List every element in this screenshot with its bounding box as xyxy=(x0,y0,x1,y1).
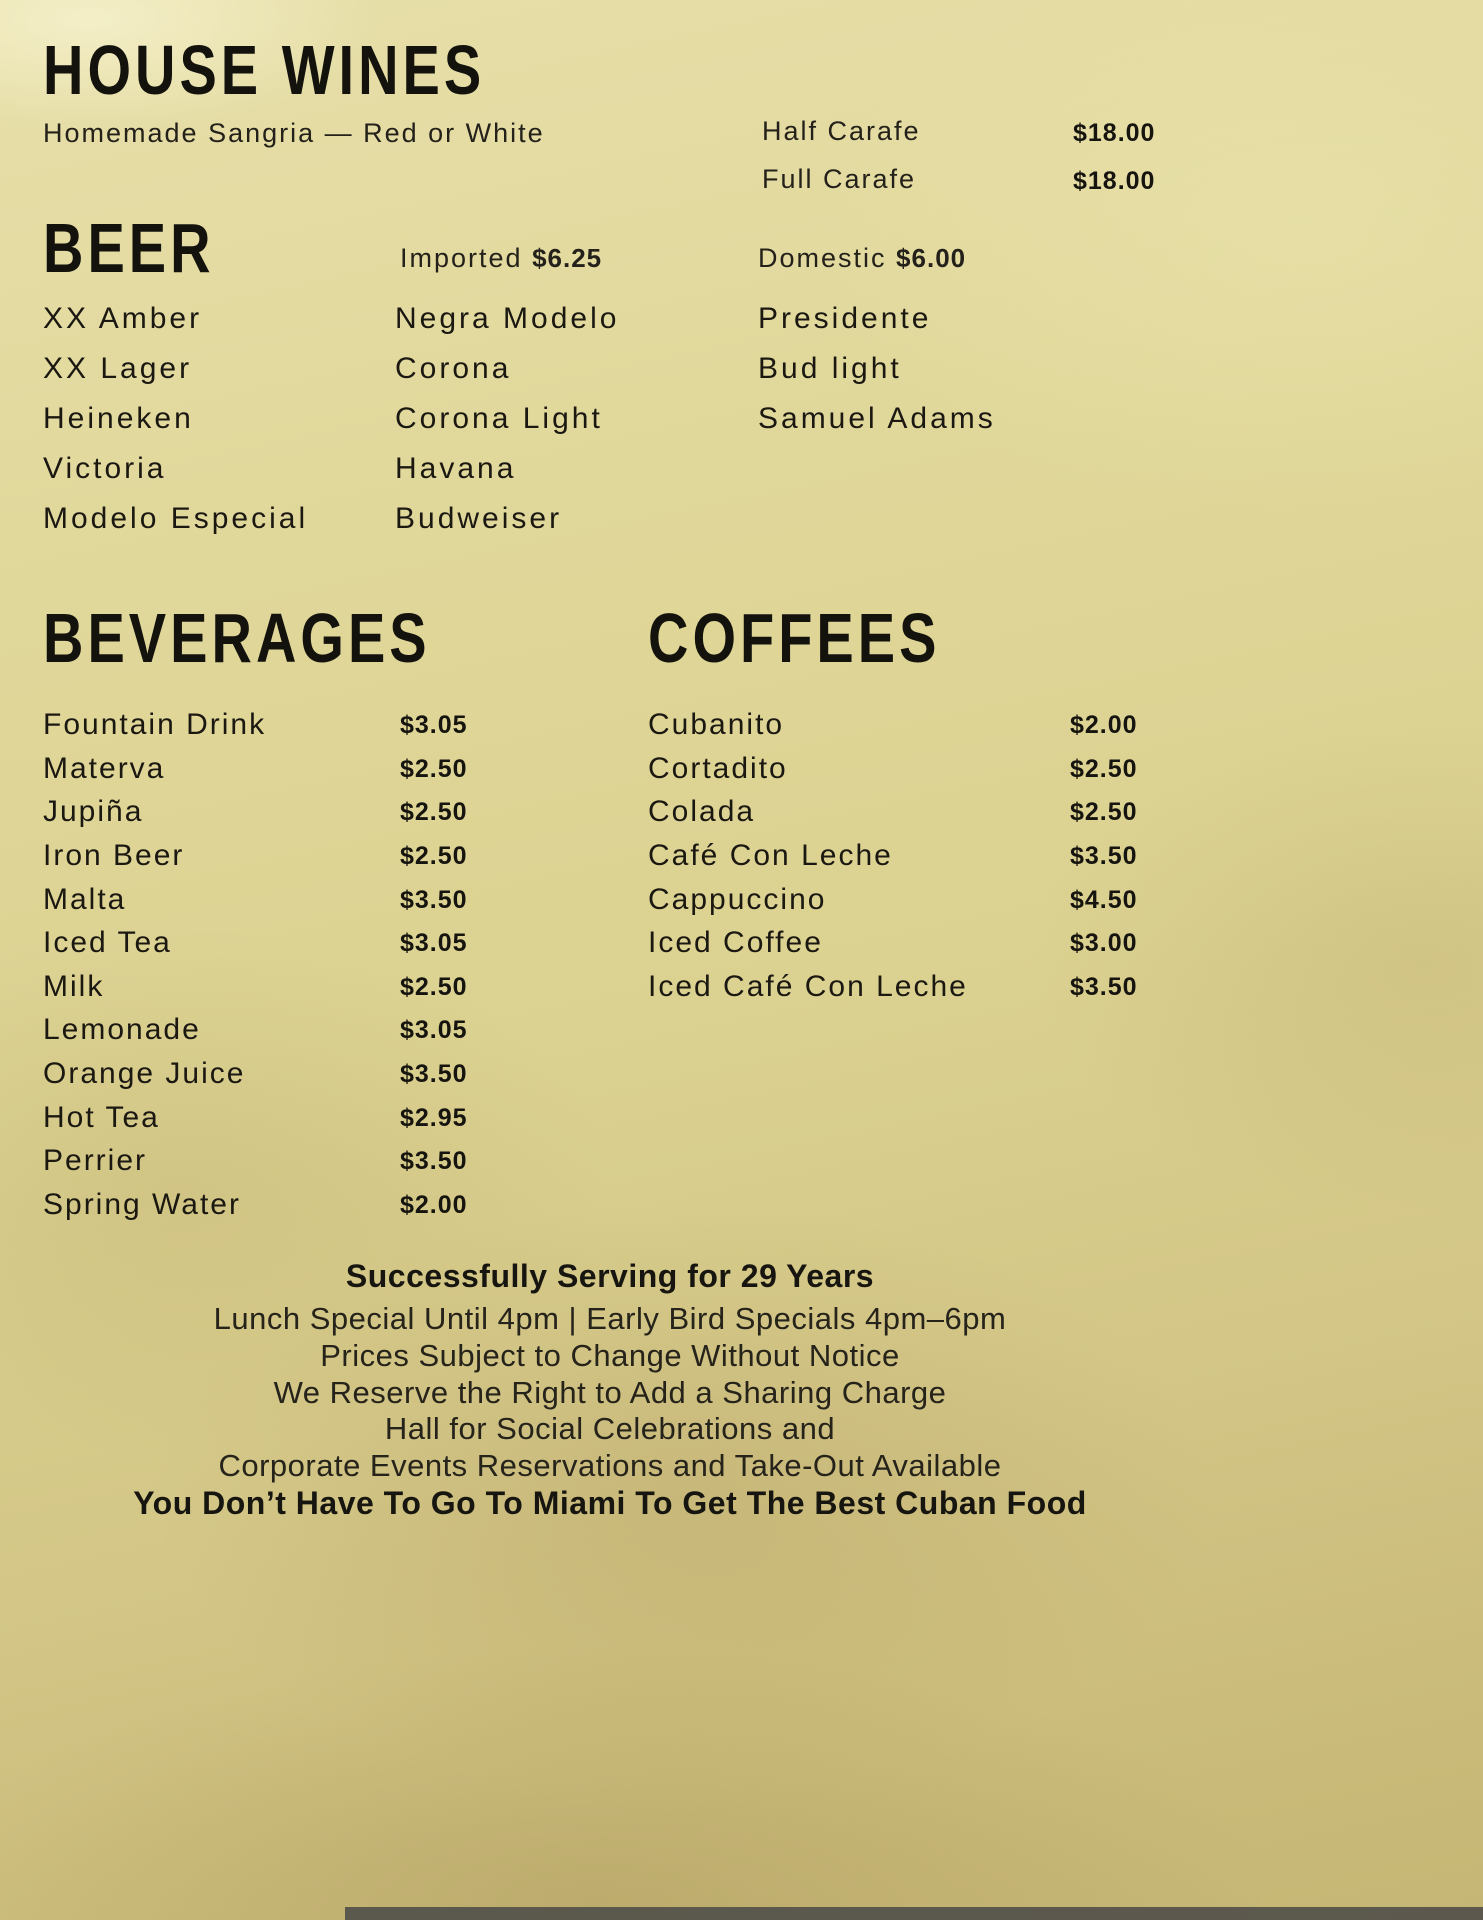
item-price: $3.05 xyxy=(400,929,468,957)
item-price: $3.05 xyxy=(400,1016,468,1044)
item-price: $3.00 xyxy=(1070,929,1138,957)
menu-item-row xyxy=(648,839,1158,879)
menu-item-row xyxy=(648,926,1158,966)
item-price: $2.00 xyxy=(1070,711,1138,739)
beer-item: Heineken xyxy=(43,402,194,435)
item-name: Materva xyxy=(43,752,166,785)
category-price: $6.25 xyxy=(532,243,603,273)
beverages-title: BEVERAGES xyxy=(43,599,431,677)
item-price: $2.95 xyxy=(400,1104,468,1132)
item-price: $2.50 xyxy=(1070,798,1138,826)
footer-notes xyxy=(0,1258,1220,1538)
beer-domestic-label xyxy=(758,243,966,274)
item-price: $2.50 xyxy=(1070,755,1138,783)
item-name: Iced Tea xyxy=(43,926,172,959)
beer-item: Victoria xyxy=(43,452,167,485)
menu-item-row xyxy=(648,752,1158,792)
beer-item: Havana xyxy=(395,452,517,485)
house-wines-subtitle: Homemade Sangria — Red or White xyxy=(43,118,545,148)
menu-item-row xyxy=(43,752,603,792)
item-price: $4.50 xyxy=(1070,886,1138,914)
item-name: Colada xyxy=(648,795,756,828)
beer-imported-label xyxy=(400,243,602,274)
item-price: $3.05 xyxy=(400,711,468,739)
item-price: $2.00 xyxy=(400,1191,468,1219)
beer-item: Negra Modelo xyxy=(395,302,620,335)
menu-item-row xyxy=(648,708,1158,748)
item-name: Perrier xyxy=(43,1144,148,1177)
item-price: $3.50 xyxy=(1070,842,1138,870)
beer-item: XX Lager xyxy=(43,352,193,385)
menu-item-row xyxy=(762,116,1182,156)
beer-item: Presidente xyxy=(758,302,932,335)
menu-item-row xyxy=(43,1013,603,1053)
menu-item-row xyxy=(648,795,1158,835)
item-price: $3.50 xyxy=(400,886,468,914)
item-name: Iron Beer xyxy=(43,839,185,872)
menu-item-row xyxy=(43,926,603,966)
menu-item-row xyxy=(43,1101,603,1141)
menu-item-row xyxy=(43,1057,603,1097)
item-price: $3.50 xyxy=(1070,973,1138,1001)
coffees-list xyxy=(648,708,1158,1028)
beer-item: Budweiser xyxy=(395,502,563,535)
beer-item: Corona xyxy=(395,352,512,385)
item-name: Cortadito xyxy=(648,752,788,785)
item-name: Hot Tea xyxy=(43,1101,160,1134)
beer-item: Corona Light xyxy=(395,402,603,435)
category-label: Domestic xyxy=(758,243,887,273)
item-name: Milk xyxy=(43,970,105,1003)
menu-item-row xyxy=(43,708,603,748)
item-name: Iced Café Con Leche xyxy=(648,970,968,1003)
beer-item: Samuel Adams xyxy=(758,402,996,435)
footer-line: Corporate Events Reservations and Take-Out Available xyxy=(218,1448,1002,1483)
item-price: $2.50 xyxy=(400,755,468,783)
item-name: Half Carafe xyxy=(762,116,921,146)
beer-item: Bud light xyxy=(758,352,902,385)
item-name: Cappuccino xyxy=(648,883,827,916)
footer-line: We Reserve the Right to Add a Sharing Charge xyxy=(273,1375,947,1410)
item-price: $2.50 xyxy=(400,842,468,870)
footer-line: Prices Subject to Change Without Notice xyxy=(320,1338,900,1373)
item-name: Full Carafe xyxy=(762,164,917,194)
item-name: Café Con Leche xyxy=(648,839,893,872)
bottom-edge-bar xyxy=(345,1907,1483,1920)
item-name: Iced Coffee xyxy=(648,926,823,959)
menu-item-row xyxy=(43,883,603,923)
item-price: $3.50 xyxy=(400,1147,468,1175)
footer-line: You Don’t Have To Go To Miami To Get The Best Cuban Food xyxy=(133,1485,1087,1521)
item-name: Jupiña xyxy=(43,795,144,828)
menu-item-row xyxy=(648,970,1158,1010)
category-label: Imported xyxy=(400,243,523,273)
item-name: Malta xyxy=(43,883,127,916)
item-price: $2.50 xyxy=(400,798,468,826)
menu-item-row xyxy=(43,839,603,879)
menu-item-row xyxy=(648,883,1158,923)
beer-title: BEER xyxy=(43,209,215,287)
menu-item-row xyxy=(43,795,603,835)
house-wines-title: HOUSE WINES xyxy=(43,31,486,109)
item-price: $2.50 xyxy=(400,973,468,1001)
footer-line: Successfully Serving for 29 Years xyxy=(345,1258,875,1294)
menu-item-row xyxy=(43,970,603,1010)
item-name: Lemonade xyxy=(43,1013,201,1046)
beer-item: XX Amber xyxy=(43,302,203,335)
item-name: Orange Juice xyxy=(43,1057,246,1090)
beer-item: Modelo Especial xyxy=(43,502,309,535)
footer-line: Lunch Special Until 4pm | Early Bird Specials 4pm–6pm xyxy=(213,1301,1007,1336)
item-name: Cubanito xyxy=(648,708,785,741)
menu-item-row xyxy=(762,164,1182,204)
item-price: $18.00 xyxy=(1073,119,1156,147)
menu-item-row xyxy=(43,1144,603,1184)
coffees-title: COFFEES xyxy=(648,599,941,677)
item-price: $18.00 xyxy=(1073,167,1156,195)
item-name: Fountain Drink xyxy=(43,708,267,741)
beverages-list xyxy=(43,708,603,1228)
item-price: $3.50 xyxy=(400,1060,468,1088)
category-price: $6.00 xyxy=(896,243,967,273)
menu-item-row xyxy=(43,1188,603,1228)
footer-line: Hall for Social Celebrations and xyxy=(384,1411,836,1446)
item-name: Spring Water xyxy=(43,1188,241,1221)
